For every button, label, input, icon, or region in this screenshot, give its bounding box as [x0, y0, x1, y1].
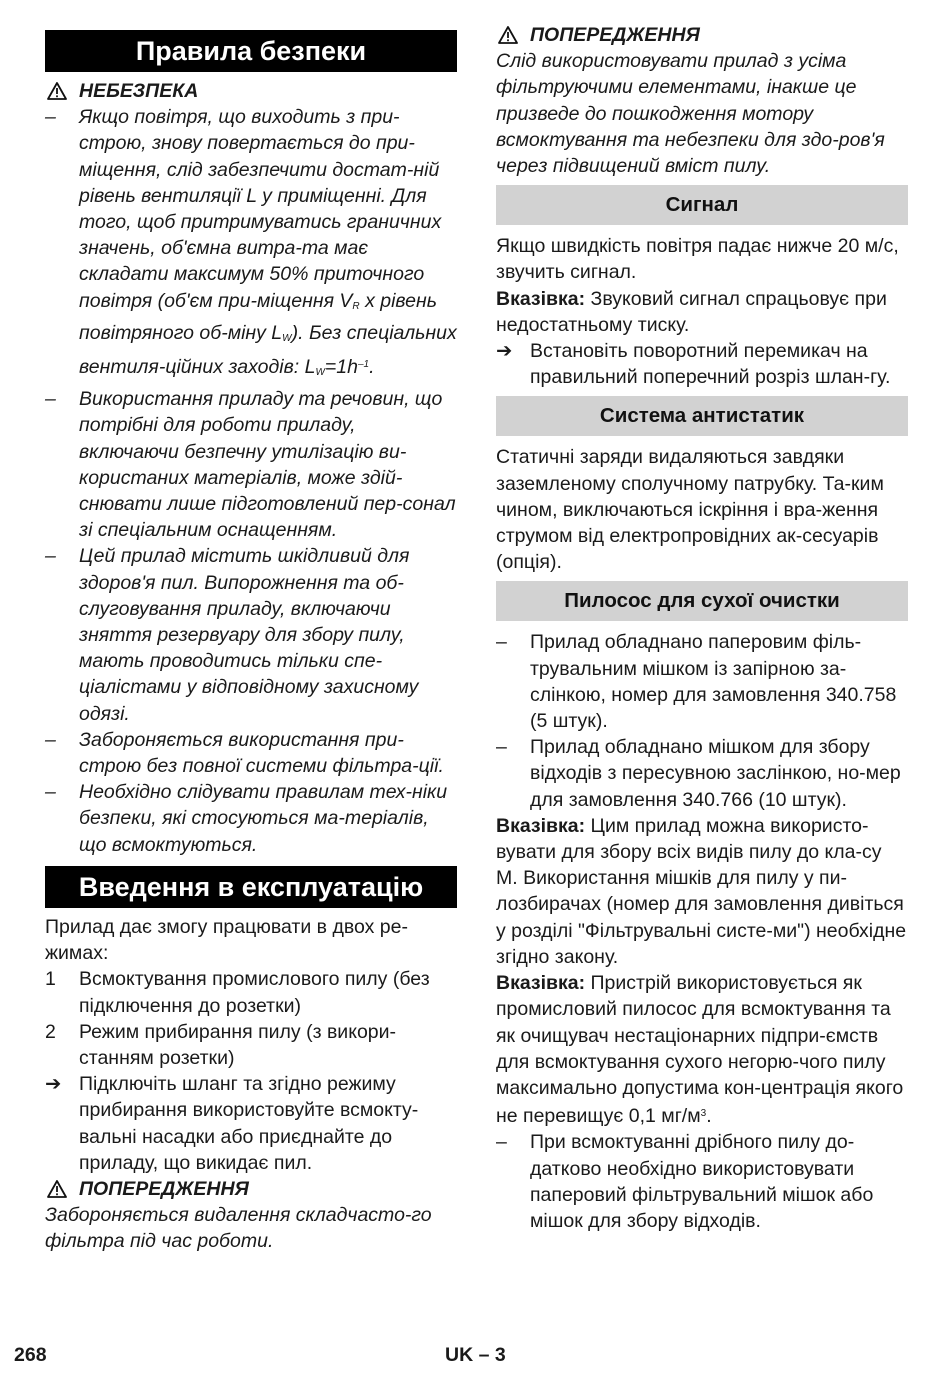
- mode-text: Режим прибирання пилу (з викори-станням розетки): [79, 1020, 397, 1069]
- startup-step: [45, 1071, 457, 1176]
- dash-bullet: –: [45, 106, 56, 129]
- dash-bullet: –: [496, 1131, 507, 1154]
- mode-item: [45, 1019, 457, 1071]
- dry-note: Вказівка: Пристрій використовується як промисловий пилосос для всмоктування та як очищувач нестаціонарних підпри-ємств для всмоктування сухого негорю-чого пилу максимально допустима кон-центрація якого не перевищує 0,1 $мг/м^3$.: [496, 972, 904, 1128]
- signal-section-title: Сигнал: [496, 185, 908, 225]
- signal-step-text: Встановіть поворотний перемикач на правильний поперечний розріз шлан-гу.: [530, 340, 891, 389]
- startup-step-text: Підключіть шланг та згідно режиму прибирання використовуйте всмокту-вальні насадки або приєднайте до приладу, що викидає пил.: [79, 1073, 419, 1174]
- dash-bullet: –: [496, 736, 507, 759]
- warning-text: Слід використовувати прилад з усіма фільтруючими елементами, інакше це призведе до пошкодження мотору всмоктування та небезпеки для здо-ров'я через підвищений вміст пилу.: [496, 50, 885, 178]
- startup-intro: Прилад дає змогу працювати в двох ре-жимах:: [45, 915, 408, 965]
- danger-item: [45, 727, 457, 779]
- warning-text: Забороняється видалення складчасто-го фільтра під час роботи.: [45, 1204, 432, 1253]
- danger-item: [45, 104, 457, 386]
- danger-item-text: Якщо повітря, що виходить з при-строю, знову повертається до при-міщення, слід забезпечити достат-ній рівень вентиляції L у приміщенні. Для того, щоб притримуватись граничних значень, об'ємна витра-та має складати максимум 50% приточного повітря (об'єм при-міщення $V_R$ x рівень повітряного об-міну $L_W$). Без спеціальних вентиля-ційних заходів: $L_W=1h^{-1}$.: [79, 106, 457, 379]
- safety-section-title: Правила безпеки: [45, 30, 457, 72]
- dry-item: [496, 629, 908, 734]
- danger-item-text: Забороняється використання при-строю без повної системи фільтра-ції.: [79, 728, 444, 778]
- danger-label: НЕБЕЗПЕКА: [79, 80, 199, 102]
- mode-number: 1: [45, 968, 56, 991]
- dash-bullet: –: [45, 781, 56, 804]
- dry-item-text: При всмоктуванні дрібного пилу до-датково необхідно використовувати паперовий фільтрувальний мішок або мішок для збору відходів.: [530, 1131, 874, 1232]
- arrow-icon: ➔: [496, 340, 513, 363]
- dash-bullet: –: [45, 728, 56, 751]
- warning-triangle-icon: [47, 82, 67, 100]
- note-label: Вказівка:: [496, 287, 586, 310]
- page-number: 268: [14, 1344, 47, 1366]
- warning-triangle-icon: [47, 1180, 67, 1198]
- dash-bullet: –: [45, 388, 56, 411]
- warning-heading: [496, 22, 908, 48]
- dry-vacuum-section-title: Пилосос для сухої очистки: [496, 581, 908, 621]
- mode-text: Всмоктування промислового пилу (без підключення до розетки): [79, 968, 430, 1017]
- dry-item: [496, 734, 908, 813]
- dry-item-text: Прилад обладнано мішком для збору відходів з пересувною заслінкою, но-мер для замовлення 340.766 (10 штук).: [530, 736, 901, 811]
- dash-bullet: –: [496, 631, 507, 654]
- dry-item-text: Прилад обладнано паперовим філь-трувальним мішком із запірною за-слінкою, номер для замовлення 340.758 (5 штук).: [530, 631, 897, 733]
- warning-heading: [45, 1176, 457, 1202]
- note-label: Вказівка:: [496, 814, 586, 837]
- dry-note: Вказівка: Цим прилад можна використо-вувати для збору всіх видів пилу до кла-су М. Використання мішків для пилу у пи-лозбирачах (номер для замовлення дивіться у розділі "Фільтрувальні систе-ми") необхідне згідно закону.: [496, 814, 907, 968]
- danger-item: [45, 779, 457, 858]
- danger-item: [45, 543, 457, 726]
- antistatic-section-title: Система антистатик: [496, 396, 908, 436]
- antistatic-text: Статичні заряди видаляються завдяки заземленому сполучному патрубку. Та-ким чином, виключаються іскріння і вра-ження струмом від електропровідних ак-сесуарів (опція).: [496, 446, 884, 574]
- danger-item-text: Необхідно слідувати правилам тех-ніки безпеки, які стосуються ма-теріалів, що всмоктуються.: [79, 781, 448, 856]
- language-page-label: UK – 3: [445, 1344, 506, 1366]
- signal-text: Якщо швидкість повітря падає нижче 20 м/с, звучить сигнал.: [496, 235, 899, 284]
- danger-item: [45, 386, 457, 543]
- danger-heading: [45, 78, 457, 104]
- arrow-icon: ➔: [45, 1073, 62, 1096]
- dry-item: [496, 1129, 908, 1234]
- warning-label: ПОПЕРЕДЖЕННЯ: [79, 1177, 249, 1200]
- startup-section-title: Введення в експлуатацію: [45, 866, 457, 908]
- signal-note: Вказівка: Звуковий сигнал спрацьовує при недостатньому тиску.: [496, 287, 887, 336]
- warning-label: ПОПЕРЕДЖЕННЯ: [530, 24, 700, 46]
- note-label: Вказівка:: [496, 972, 586, 995]
- danger-item-text: Використання приладу та речовин, що потрібні для роботи приладу, включаючи безпечну утилізацію ви-користаних матеріалів, може здій-снювати лише підготовлений пер-сонал зі спеціальним оснащенням.: [79, 388, 456, 542]
- danger-item-text: Цей прилад містить шкідливий для здоров'я пил. Випорожнення та об-слуговування приладу, включаючи зняття резервуару для збору пилу, мають проводитись тільки спе-ціалістами у відповідному захисному одязі.: [79, 545, 419, 725]
- signal-step: [496, 338, 908, 390]
- left-column: [45, 22, 457, 1255]
- right-column: [496, 22, 908, 1234]
- mode-number: 2: [45, 1020, 56, 1043]
- dash-bullet: –: [45, 545, 56, 568]
- mode-item: [45, 966, 457, 1018]
- warning-triangle-icon: [498, 26, 518, 44]
